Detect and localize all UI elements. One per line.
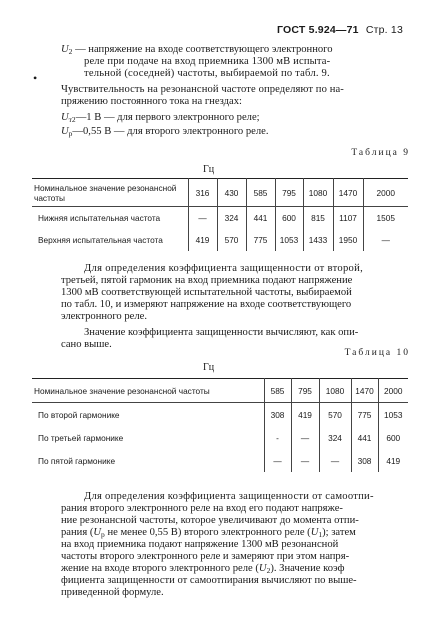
final-symbol-sub: р [101,530,105,539]
final-text: не менее 0,55 В) второго электронного реле ( [104,527,311,538]
table9-unit: Гц [203,164,215,175]
table-9 [32,178,408,251]
cell: 1080 [319,379,351,403]
cell: 795 [291,379,319,403]
cell: 2000 [363,179,408,207]
cell: 570 [319,403,351,427]
coeff-line-5: электронного реле. [61,311,148,322]
cell: - [264,426,291,449]
cell: 441 [351,426,378,449]
page-number: Стр. 13 [365,24,403,36]
final-line-8: фициента защищенности от самоотпирания вычисляют по выше- [61,575,357,586]
row-label: Верхняя испытательная частота [38,234,163,245]
cell: 441 [246,207,275,229]
cell: 308 [351,449,378,472]
cell: 419 [291,403,319,427]
row-label: Номинальное значение резонансной частоты [32,179,188,207]
table-10 [32,378,408,472]
cell: 430 [217,179,246,207]
cell: — [188,207,217,229]
formula-1-symbol: U [61,112,69,123]
final-text: ); затем [322,527,356,538]
coeff-line-1: Для определения коэффициента защищенности от второй, [84,263,364,274]
table10-caption: Таблица 10 [344,348,410,358]
final-line-9: приведенной формуле. [61,587,164,598]
cell: 815 [303,207,333,229]
intro-line-2: реле при подаче на вход приемника 1300 мВ испыта- [84,56,331,67]
intro-symbol: U [61,44,69,55]
cell: 308 [264,403,291,427]
page-header [277,24,403,36]
table-row [32,179,408,207]
table-row [32,229,408,251]
formula-2 [61,126,269,140]
table-row [32,379,408,403]
final-line-5: на вход приемника подают напряжение 1300 мВ резонансной [61,539,339,550]
cell: — [291,449,319,472]
formula-2-text: —0,55 В — для второго электронного реле. [72,126,269,137]
cell: 324 [319,426,351,449]
table-row [32,426,408,449]
row-label: По пятой гармонике [38,455,116,466]
cell: 1080 [303,179,333,207]
formula-2-sub: р [68,129,73,138]
final-line-1: Для определения коэффициента защищенности от самоотпи- [84,491,374,502]
cell: 600 [378,426,408,449]
row-label: По второй гармонике [38,409,120,420]
cell: 585 [246,179,275,207]
cell: — [363,229,408,251]
cell: 1470 [351,379,378,403]
cell: 600 [275,207,303,229]
final-line-2: рания второго электронного реле на вход его подают напряже- [61,503,343,514]
gost-number: ГОСТ 5.924—71 [277,24,359,36]
cell: 324 [217,207,246,229]
final-symbol: U [258,563,267,574]
cell: 1505 [363,207,408,229]
intro-line-3: тельной (соседней) частоты, выбираемой по табл. 9. [84,68,330,79]
formula-1-sub: т2 [68,115,76,124]
cell: 570 [217,229,246,251]
cell: 316 [188,179,217,207]
final-symbol-sub: 1 [318,530,323,539]
coeff-line-3: 1300 мВ соответствующей испытательной частоты, выбираемой [61,287,352,298]
cell: — [264,449,291,472]
final-text: ). Значение коэф [270,563,345,574]
row-label: По третьей гармонике [38,432,124,443]
cell: — [291,426,319,449]
intro-text-1: — напряжение на входе соответствующего электронного [75,44,333,55]
table10-unit: Гц [203,362,215,373]
cell: — [319,449,351,472]
cell: 795 [275,179,303,207]
coeff2-line-1: Значение коэффициента защищенности вычисляют, как опи- [84,327,359,338]
cell: 2000 [378,379,408,403]
final-symbol: U [310,527,319,538]
final-line-3: ние резонансной частоты, которое увеличивают до момента отпи- [61,515,359,526]
final-text: жение на входе второго электронного реле ( [61,563,259,574]
cell: 1107 [333,207,363,229]
final-symbol-sub: 2 [266,566,271,575]
coeff-line-4: по табл. 10, и измеряют напряжение на входе соответствующего [61,299,352,310]
cell: 419 [378,449,408,472]
final-text: рания ( [61,527,94,538]
cell: 419 [188,229,217,251]
row-label: Номинальное значение резонансной частоты [32,379,264,403]
cell: 1053 [378,403,408,427]
formula-1-text: —1 В — для первого электронного реле; [75,112,260,123]
formula-2-symbol: U [61,126,69,137]
cell: 1433 [303,229,333,251]
formula-1 [61,112,260,126]
sensitivity-line-2: пряжению постоянного тока на гнездах: [61,96,242,107]
intro-symbol-sub: 2 [68,47,73,56]
row-label: Нижняя испытательная частота [38,212,161,223]
cell: 775 [351,403,378,427]
coeff2-line-2: сано выше. [61,339,112,350]
table-row [32,403,408,427]
cell: 1470 [333,179,363,207]
cell: 585 [264,379,291,403]
cell: 775 [246,229,275,251]
sensitivity-line-1: Чувствительность на резонансной частоте определяют по на- [61,84,344,95]
final-line-6: частоты второго электронного реле и замеряют при этом напря- [61,551,350,562]
final-symbol: U [93,527,102,538]
table-row [32,449,408,472]
margin-mark: • [33,71,38,85]
coeff-line-2: третьей, пятой гармоник на вход приемника подают напряжение [61,275,353,286]
table-row [32,207,408,229]
table9-caption: Таблица 9 [351,148,410,158]
cell: 1053 [275,229,303,251]
cell: 1950 [333,229,363,251]
